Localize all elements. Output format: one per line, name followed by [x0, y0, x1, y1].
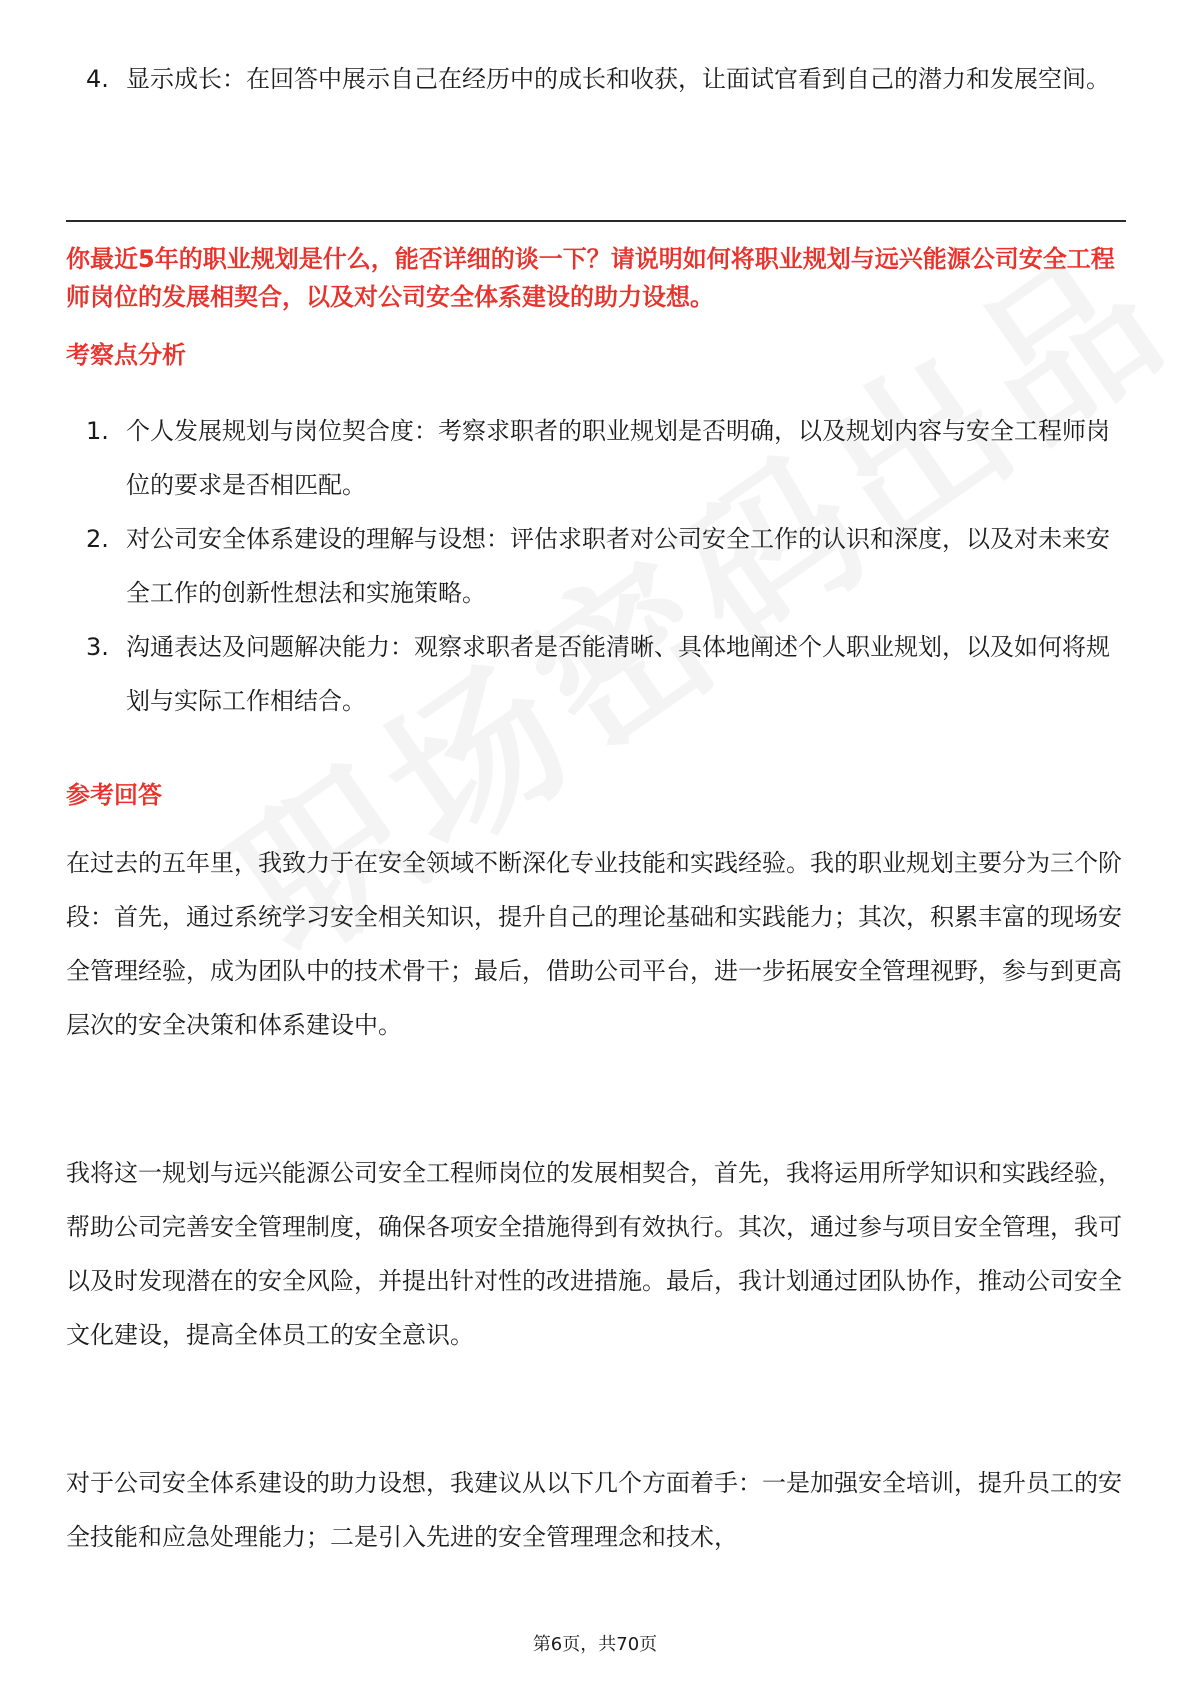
answer-paragraph: 在过去的五年里，我致力于在安全领域不断深化专业技能和实践经验。我的职业规划主要分为三个阶段：首先，通过系统学习安全相关知识，提升自己的理论基础和实践能力；其次，积累丰富的现场安全管理经验，成为团队中的技术骨干；最后，借助公司平台，进一步拓展安全管理视野，参与到更高层次的安全决策和体系建设中。: [66, 849, 1122, 1039]
analysis-list: [86, 404, 1126, 728]
divider: [66, 220, 1126, 222]
list-item: [86, 52, 1126, 106]
list-item-number: 2.: [86, 525, 109, 553]
list-item-number: 1.: [86, 417, 109, 445]
answer-paragraph: 对于公司安全体系建设的助力设想，我建议从以下几个方面着手：一是加强安全培训，提升员工的安全技能和应急处理能力；二是引入先进的安全管理理念和技术，: [66, 1469, 1122, 1551]
list-item-number: 3.: [86, 633, 109, 661]
list-item: [86, 404, 1126, 512]
question-heading: 你最近5年的职业规划是什么，能否详细的谈一下？请说明如何将职业规划与远兴能源公司安全工程师岗位的发展相契合，以及对公司安全体系建设的助力设想。: [66, 245, 1115, 311]
answer-paragraph: 我将这一规划与远兴能源公司安全工程师岗位的发展相契合，首先，我将运用所学知识和实践经验，帮助公司完善安全管理制度，确保各项安全措施得到有效执行。其次，通过参与项目安全管理，我可以及时发现潜在的安全风险，并提出针对性的改进措施。最后，我计划通过团队协作，推动公司安全文化建设，提高全体员工的安全意识。: [66, 1159, 1122, 1349]
list-item: [86, 620, 1126, 728]
list-item-text: 对公司安全体系建设的理解与设想：评估求职者对公司安全工作的认识和深度，以及对未来安全工作的创新性想法和实施策略。: [126, 525, 1110, 607]
page-footer: 第6页，共70页: [532, 1634, 658, 1655]
list-item-number: 4.: [86, 65, 109, 93]
previous-list: [86, 52, 1126, 106]
answer-heading: 参考回答: [66, 781, 162, 809]
analysis-heading: 考察点分析: [66, 341, 186, 369]
list-item: [86, 512, 1126, 620]
list-item-text: 沟通表达及问题解决能力：观察求职者是否能清晰、具体地阐述个人职业规划，以及如何将规划与实际工作相结合。: [126, 633, 1110, 715]
list-item-text: 个人发展规划与岗位契合度：考察求职者的职业规划是否明确，以及规划内容与安全工程师岗位的要求是否相匹配。: [126, 417, 1110, 499]
list-item-text: 显示成长：在回答中展示自己在经历中的成长和收获，让面试官看到自己的潜力和发展空间。: [126, 65, 1110, 93]
